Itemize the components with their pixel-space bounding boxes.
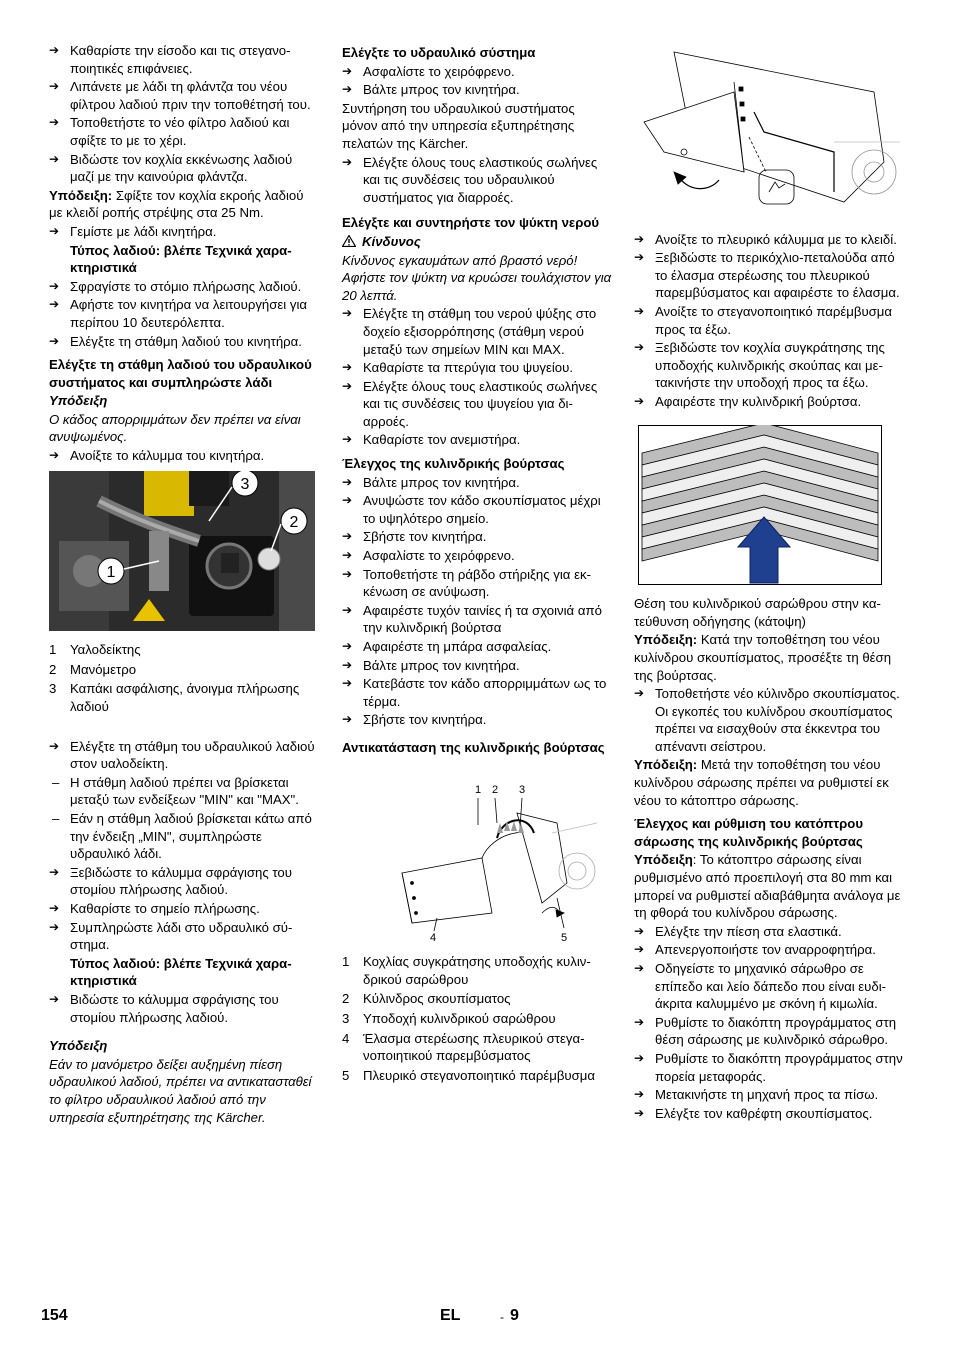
step: ➔ Ελέγξτε την πίεση στα ελαστικά. (634, 923, 906, 941)
step: ➔ Σφραγίστε το στόμιο πλήρωσης λαδιού. (49, 278, 319, 296)
oil-type-note: Τύπος λαδιού: βλέπε Τεχνικά χαρακτηριστικά (70, 242, 292, 276)
legend-item (49, 680, 319, 715)
step: ➔ Ξεβιδώστε το κάλυμμα σφράγισης του στομίου πλήρωσης λαδιού. (49, 864, 319, 899)
engine-photo (49, 471, 319, 636)
section-page-number: 9 (510, 1307, 519, 1324)
callout-2: 2 (491, 783, 499, 796)
side-cover-diagram (634, 42, 906, 225)
column-2 (342, 42, 612, 1086)
footer-separator: - (500, 1310, 504, 1324)
step: ➔ Ρυθμίστε το διακόπτη προγράμματος στην πορεία μεταφοράς. (634, 1050, 906, 1085)
legend-text: Υποδοχή κυλινδρικού σαρώθρου (363, 1010, 556, 1026)
warning-icon (342, 235, 356, 247)
section-heading: Αντικατάσταση της κυλινδρικής βούρτσας (342, 739, 605, 755)
step: ➔ Αφαιρέστε την κυλινδρική βούρτσα. (634, 393, 906, 411)
brush-diagram-svg (342, 763, 612, 943)
legend-number: 3 (49, 681, 57, 697)
step: ➔ Ανυψώστε τον κάδο σκουπίσματος μέχρι το υψηλότερο σημείο. (342, 492, 612, 527)
step: ➔ Ξεβιδώστε τον κοχλία συγκράτησης της υποδοχής κυλινδρικής σκούπας και μετακινήστε την υποδοχή προς τα έξω. (634, 339, 906, 392)
note-text: Εάν το μανόμετρο δείξει αυξημένη πίεση υδραυλικού λαδιού, πρέπει να αντικατασταθεί το φίλτρο υδραυλικού λαδιού από την υπηρεσία εξυπηρέτησης της Kärcher. (49, 1056, 312, 1125)
legend-text: Μανόμετρο (70, 661, 137, 677)
note-text: Ο κάδος απορριμμάτων δεν πρέπει να είναι ανυψωμένος. (49, 411, 301, 445)
step: ➔ Απενεργοποιήστε τον αναρροφητήρα. (634, 941, 906, 959)
step: ➔ Λιπάνετε με λάδι τη φλάντζα του νέου φίλτρου λαδιού πριν την τοποθέτησή του. (49, 78, 319, 113)
step: ➔ Συμπληρώστε λάδι στο υδραυλικό σύστημα. (49, 919, 319, 954)
oil-type-note: Τύπος λαδιού: βλέπε Τεχνικά χαρακτηριστικά (70, 955, 292, 989)
legend-text: Κύλινδρος σκουπίσματος (363, 991, 511, 1007)
note-label: Υπόδειξη (634, 852, 693, 868)
note-label: Υπόδειξη: (49, 187, 113, 203)
legend-item (342, 1010, 612, 1028)
step: ➔ Σβήστε τον κινητήρα. (342, 711, 612, 729)
callout-3: 3 (518, 783, 526, 796)
legend-text: Καπάκι ασφάλισης, άνοιγμα πλήρωσης λαδιού (70, 681, 300, 715)
note-text: Κατά την τοποθέτηση του νέου κυλίνδρου σκουπίσματος, προσέξτε τη θέση της βούρτσας. (634, 632, 892, 683)
danger-text: Κίνδυνος εγκαυμάτων από βραστό νερό! Αφήστε τον ψύκτη να κρυώσει τουλάχιστον για 20 λεπτά. (342, 252, 612, 303)
step: ➔ Ανοίξτε το κάλυμμα του κινητήρα. (49, 447, 319, 465)
step: ➔ Μετακινήστε τη μηχανή προς τα πίσω. (634, 1086, 906, 1104)
step: ➔ Ασφαλίστε το χειρόφρενο. (342, 63, 612, 81)
step: ➔ Τοποθετήστε το νέο φίλτρο λαδιού και σφίξτε το με το χέρι. (49, 114, 319, 149)
note (634, 756, 906, 809)
step: ➔ Ανοίξτε το πλευρικό κάλυμμα με το κλειδί. (634, 231, 906, 249)
legend-text: Κοχλίας συγκράτησης υποδοχής κυλινδρικού σαρώθρου (363, 954, 591, 987)
column-3 (634, 42, 906, 1123)
callout-1: 1 (106, 563, 116, 581)
step: ➔ Βιδώστε το κάλυμμα σφράγισης του στομίου πλήρωσης λαδιού. (49, 991, 319, 1026)
brush-position-svg (638, 425, 882, 585)
danger-heading (342, 233, 612, 251)
paragraph: Συντήρηση του υδραυλικού συστήματος μόνον από την υπηρεσία εξυπηρέτησης πελατών της Kärcher. (342, 100, 575, 151)
step: ➔ Αφήστε τον κινητήρα να λειτουργήσει για περίπου 10 δευτερόλεπτα. (49, 296, 319, 331)
step: ➔ Ελέγξτε όλους τους ελαστικούς σωλήνες και τις συνδέσεις του υδραυλικού συστήματος για διαρροές. (342, 154, 612, 207)
legend-text: Έλασμα στερέωσης πλευρικού στεγανοποιητικού παρεμβύσματος (363, 1030, 585, 1064)
note (634, 631, 906, 684)
legend-number: 2 (49, 661, 57, 677)
language-code: EL (440, 1307, 461, 1324)
legend-item (342, 953, 612, 988)
legend-item (342, 1067, 612, 1085)
legend-item (342, 1030, 612, 1065)
step: ➔ Ελέγξτε τη στάθμη λαδιού του κινητήρα. (49, 333, 319, 351)
legend-number: 1 (342, 954, 350, 970)
legend-item (49, 641, 319, 659)
legend-number: 3 (342, 1010, 350, 1026)
step: ➔ Βιδώστε τον κοχλία εκκένωσης λαδιού μαζί με την καινούρια φλάντζα. (49, 151, 319, 186)
step: ➔ Καθαρίστε τα πτερύγια του ψυγείου. (342, 359, 612, 377)
section-heading: Ελέγξτε το υδραυλικό σύστημα (342, 45, 536, 60)
note-text: Μετά την τοποθέτηση του νέου κυλίνδρου σάρωσης πρέπει να ρυθμιστεί εκ νέου το κάτοπτρο σάρωσης. (634, 757, 889, 808)
step: ➔ Καθαρίστε το σημείο πλήρωσης. (49, 900, 319, 918)
note-label: Υπόδειξη: (634, 757, 698, 773)
legend-number: 4 (342, 1030, 350, 1046)
danger-label: Κίνδυνος (362, 233, 421, 249)
legend-item (49, 661, 319, 679)
section-heading: Έλεγχος και ρύθμιση του κατόπτρου σάρωσης της κυλινδρικής βούρτσας (634, 816, 864, 849)
step: ➔ Ανοίξτε το στεγανοποιητικό παρέμβυσμα προς τα έξω. (634, 303, 906, 338)
note-label: Υπόδειξη (49, 1038, 108, 1054)
section-heading: Έλεγχος της κυλινδρικής βούρτσας (342, 456, 565, 472)
legend-number: 2 (342, 991, 350, 1007)
step: ➔ Ασφαλίστε το χειρόφρενο. (342, 547, 612, 565)
note-text: : Το κάτοπτρο σάρωσης είναι ρυθμισμένο από προεπιλογή στα 80 mm και μπορεί να ρυθμιστεί αδιαβάθμητα ανάλογα με τη φθορά του κυλίνδρου σάρωσης. (634, 852, 901, 921)
brush-position-figure (638, 425, 906, 590)
step: ➔ Αφαιρέστε τη μπάρα ασφαλείας. (342, 638, 612, 656)
step: ➔ Γεμίστε με λάδι κινητήρα. (49, 223, 319, 241)
note-label: Υπόδειξη: (634, 632, 698, 648)
callout-5: 5 (560, 931, 568, 943)
brush-replacement-diagram (342, 763, 612, 948)
step: ➔ Καθαρίστε τον ανεμιστήρα. (342, 431, 612, 449)
side-cover-svg (634, 42, 900, 220)
step: ➔ Οδηγείστε το μηχανικό σάρωθρο σε επίπεδο και λείο δάπεδο που είναι ευδιάκριτα καλυμμένο με σκόνη ή κιμωλία. (634, 960, 906, 1013)
legend-item (342, 990, 612, 1008)
step: ➔ Ελέγξτε όλους τους ελαστικούς σωλήνες και τις συνδέσεις του ψυγείου για διαρροές. (342, 378, 612, 431)
engine-photo-svg (49, 471, 315, 631)
figure-caption: Θέση του κυλινδρικού σαρώθρου στην κατεύθυνση οδήγησης (κάτοψη) (634, 596, 881, 629)
callout-2: 2 (289, 513, 299, 531)
note-label: Υπόδειξη (49, 393, 108, 409)
detail: – Εάν η στάθμη λαδιού βρίσκεται κάτω από την ένδειξη „MIN", συμπληρώστε υδραυλικό λάδι. (49, 810, 319, 863)
column-1 (49, 42, 319, 1127)
step: ➔ Βάλτε μπρος τον κινητήρα. (342, 81, 612, 99)
step: ➔ Ελέγξτε τη στάθμη του νερού ψύξης στο δοχείο εξισορρόπησης (στάθμη νερού μεταξύ των σημείων MIN και MAX. (342, 305, 612, 358)
legend-text: Υαλοδείκτης (70, 642, 141, 658)
callout-4: 4 (429, 931, 437, 943)
note (49, 187, 319, 222)
section-heading: Ελέγξτε τη στάθμη λαδιού του υδραυλικού συστήματος και συμπληρώστε λάδι (49, 357, 312, 390)
detail: – Η στάθμη λαδιού πρέπει να βρίσκεται μεταξύ των ενδείξεων "MIN" και "MAX". (49, 774, 319, 809)
note (634, 851, 906, 921)
page-number: 154 (41, 1307, 68, 1324)
step: ➔ Ξεβιδώστε το περικόχλιο-πεταλούδα από το έλασμα στερέωσης του πλευρικού παρεμβύσματος και αφαιρέστε το έλασμα. (634, 249, 906, 302)
callout-1: 1 (474, 783, 482, 796)
step: ➔ Βάλτε μπρος τον κινητήρα. (342, 657, 612, 675)
step: ➔ Ελέγξτε τον καθρέφτη σκουπίσματος. (634, 1105, 906, 1123)
step: ➔ Αφαιρέστε τυχόν ταινίες ή τα σχοινιά από την κυλινδρική βούρτσα (342, 602, 612, 637)
step: ➔ Καθαρίστε την είσοδο και τις στεγανοποιητικές επιφάνειες. (49, 42, 319, 77)
step: ➔ Ρυθμίστε το διακόπτη προγράμματος στη θέση σάρωσης με κυλινδρικό σάρωθρο. (634, 1014, 906, 1049)
callout-3: 3 (240, 475, 250, 493)
section-heading: Ελέγξτε και συντηρήστε τον ψύκτη νερού (342, 215, 600, 231)
legend-number: 5 (342, 1067, 350, 1083)
step: ➔ Τοποθετήστε τη ράβδο στήριξης για εκκένωση σε ανύψωση. (342, 566, 612, 601)
step: ➔ Βάλτε μπρος τον κινητήρα. (342, 474, 612, 492)
note-text: Σφίξτε τον κοχλία εκροής λαδιού με κλειδί ροπής στρέψης στα 25 Nm. (49, 187, 304, 221)
step: ➔ Κατεβάστε τον κάδο απορριμμάτων ως το τέρμα. (342, 675, 612, 710)
step: ➔ Σβήστε τον κινητήρα. (342, 528, 612, 546)
step: ➔ Τοποθετήστε νέο κύλινδρο σκουπίσματος. Οι εγκοπές του κυλίνδρου σκουπίσματος πρέπει να εισαχθούν στα έκκεντρα του απέναντι σείστρου. (634, 685, 906, 755)
legend-text: Πλευρικό στεγανοποιητικό παρέμβυσμα (363, 1067, 596, 1083)
step: ➔ Ελέγξτε τη στάθμη του υδραυλικού λαδιού στον υαλοδείκτη. (49, 738, 319, 773)
legend-number: 1 (49, 642, 57, 658)
